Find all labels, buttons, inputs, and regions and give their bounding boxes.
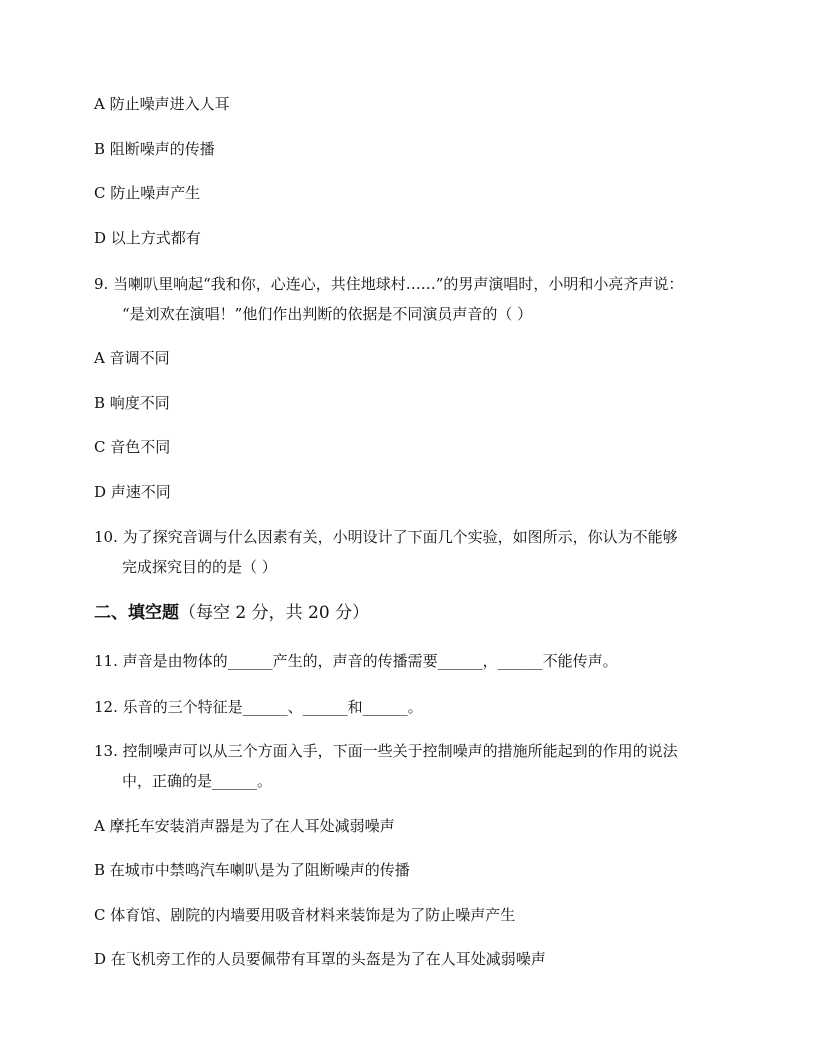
section-note: （每空 2 分，共 20 分） — [179, 603, 370, 623]
q8-option-a: A 防止噪声进入人耳 — [94, 95, 230, 113]
q13-option-d: D 在飞机旁工作的人员要佩带有耳罩的头盔是为了在人耳处减弱噪声 — [94, 950, 546, 968]
q11-stem: 11. 声音是由物体的______产生的，声音的传播需要______，______不能传声。 — [94, 652, 618, 670]
q9-option-a: A 音调不同 — [94, 349, 170, 367]
q13-option-a: A 摩托车安装消声器是为了在人耳处减弱噪声 — [94, 817, 395, 835]
q9-stem-line2: “是刘欢在演唱！”他们作出判断的依据是不同演员声音的（ ） — [122, 305, 533, 323]
section-heading — [94, 603, 369, 623]
q8-option-c: C 防止噪声产生 — [94, 184, 201, 202]
q13-stem-line1: 13. 控制噪声可以从三个方面入手，下面一些关于控制噪声的措施所能起到的作用的说法 — [94, 742, 678, 760]
q8-option-d: D 以上方式都有 — [94, 229, 201, 247]
q13-option-c: C 体育馆、剧院的内墙要用吸音材料来装饰是为了防止噪声产生 — [94, 906, 516, 924]
q10-stem-line2: 完成探究目的的是（ ） — [122, 558, 277, 576]
q13-option-b: B 在城市中禁鸣汽车喇叭是为了阻断噪声的传播 — [94, 861, 410, 879]
q13-stem-line2: 中，正确的是______。 — [122, 772, 273, 790]
section-title: 二、填空题 — [94, 603, 179, 623]
q9-option-b: B 响度不同 — [94, 394, 170, 412]
q9-stem-line1: 9. 当喇叭里响起“我和你，心连心，共住地球村……”的男声演唱时，小明和小亮齐声说： — [94, 275, 684, 293]
q9-option-d: D 声速不同 — [94, 483, 171, 501]
q12-stem: 12. 乐音的三个特征是______、______和______。 — [94, 698, 423, 716]
q10-stem-line1: 10. 为了探究音调与什么因素有关，小明设计了下面几个实验，如图所示，你认为不能够 — [94, 528, 678, 546]
q8-option-b: B 阻断噪声的传播 — [94, 140, 215, 158]
q9-option-c: C 音色不同 — [94, 438, 171, 456]
